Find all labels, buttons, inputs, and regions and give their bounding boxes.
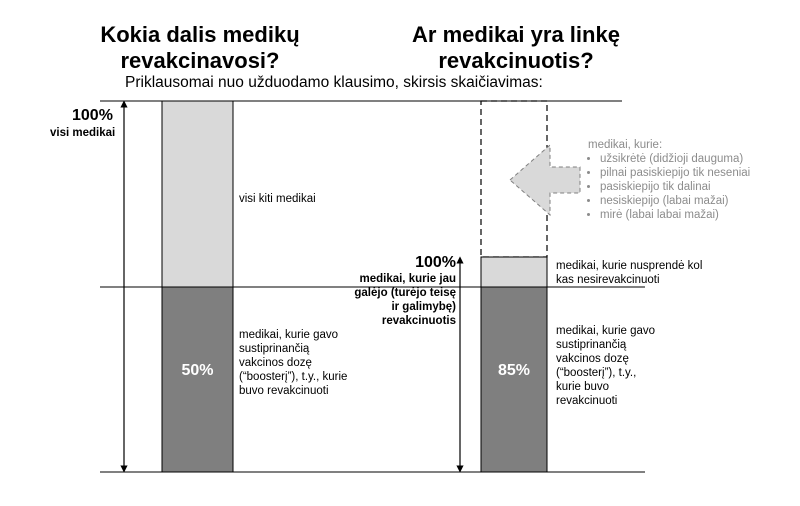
left-upper-label: visi kiti medikai xyxy=(239,193,316,205)
left-bar-upper xyxy=(162,101,233,287)
excluded-item: • užsikrėtė (didžioji dauguma) xyxy=(600,152,788,166)
left-title-line2: revakcinavosi? xyxy=(120,48,280,73)
right-lower-label: medikai, kurie gavo sustiprinančią vakcinos dozę (“boosterį”), t.y., kurie buvo revakcinuoti xyxy=(556,325,656,407)
subtitle: Priklausomai nuo užduodamo klausimo, skirsis skaičiavimas: xyxy=(125,74,543,91)
left-lower-pct: 50% xyxy=(181,362,214,379)
excluded-group xyxy=(588,138,788,222)
right-title-line1: Ar medikai yra linkę xyxy=(412,22,620,47)
left-pointing-arrow-icon xyxy=(510,145,580,215)
excluded-heading: medikai, kurie: xyxy=(588,139,663,151)
right-top-label: medikai, kurie jau galėjo (turėjo teisę ir galimybę) revakcinuotis xyxy=(354,273,456,327)
excluded-list xyxy=(588,152,788,222)
excluded-item: • mirė (labai labai mažai) xyxy=(600,208,788,222)
right-title-line2: revakcinuotis? xyxy=(438,48,594,73)
right-bar-upper xyxy=(481,257,547,287)
right-lower-pct: 85% xyxy=(497,362,531,379)
excluded-item: • pilnai pasiskiepijo tik neseniai xyxy=(600,166,788,180)
left-top-label: visi medikai xyxy=(50,127,116,139)
excluded-item: • pasiskiepijo tik dalinai xyxy=(600,180,788,194)
excluded-item: • nesiskiepijo (labai mažai) xyxy=(600,194,788,208)
left-lower-label: medikai, kurie gavo sustiprinančią vakcinos dozę (“boosterį”), t.y., kurie buvo revakcinuoti xyxy=(239,329,348,397)
left-title-line1: Kokia dalis medikų xyxy=(100,22,300,47)
right-upper-label: medikai, kurie nusprendė kol kas nesirevakcinuoti xyxy=(556,260,703,286)
right-top-pct: 100% xyxy=(415,254,456,271)
left-top-pct: 100% xyxy=(72,107,113,124)
